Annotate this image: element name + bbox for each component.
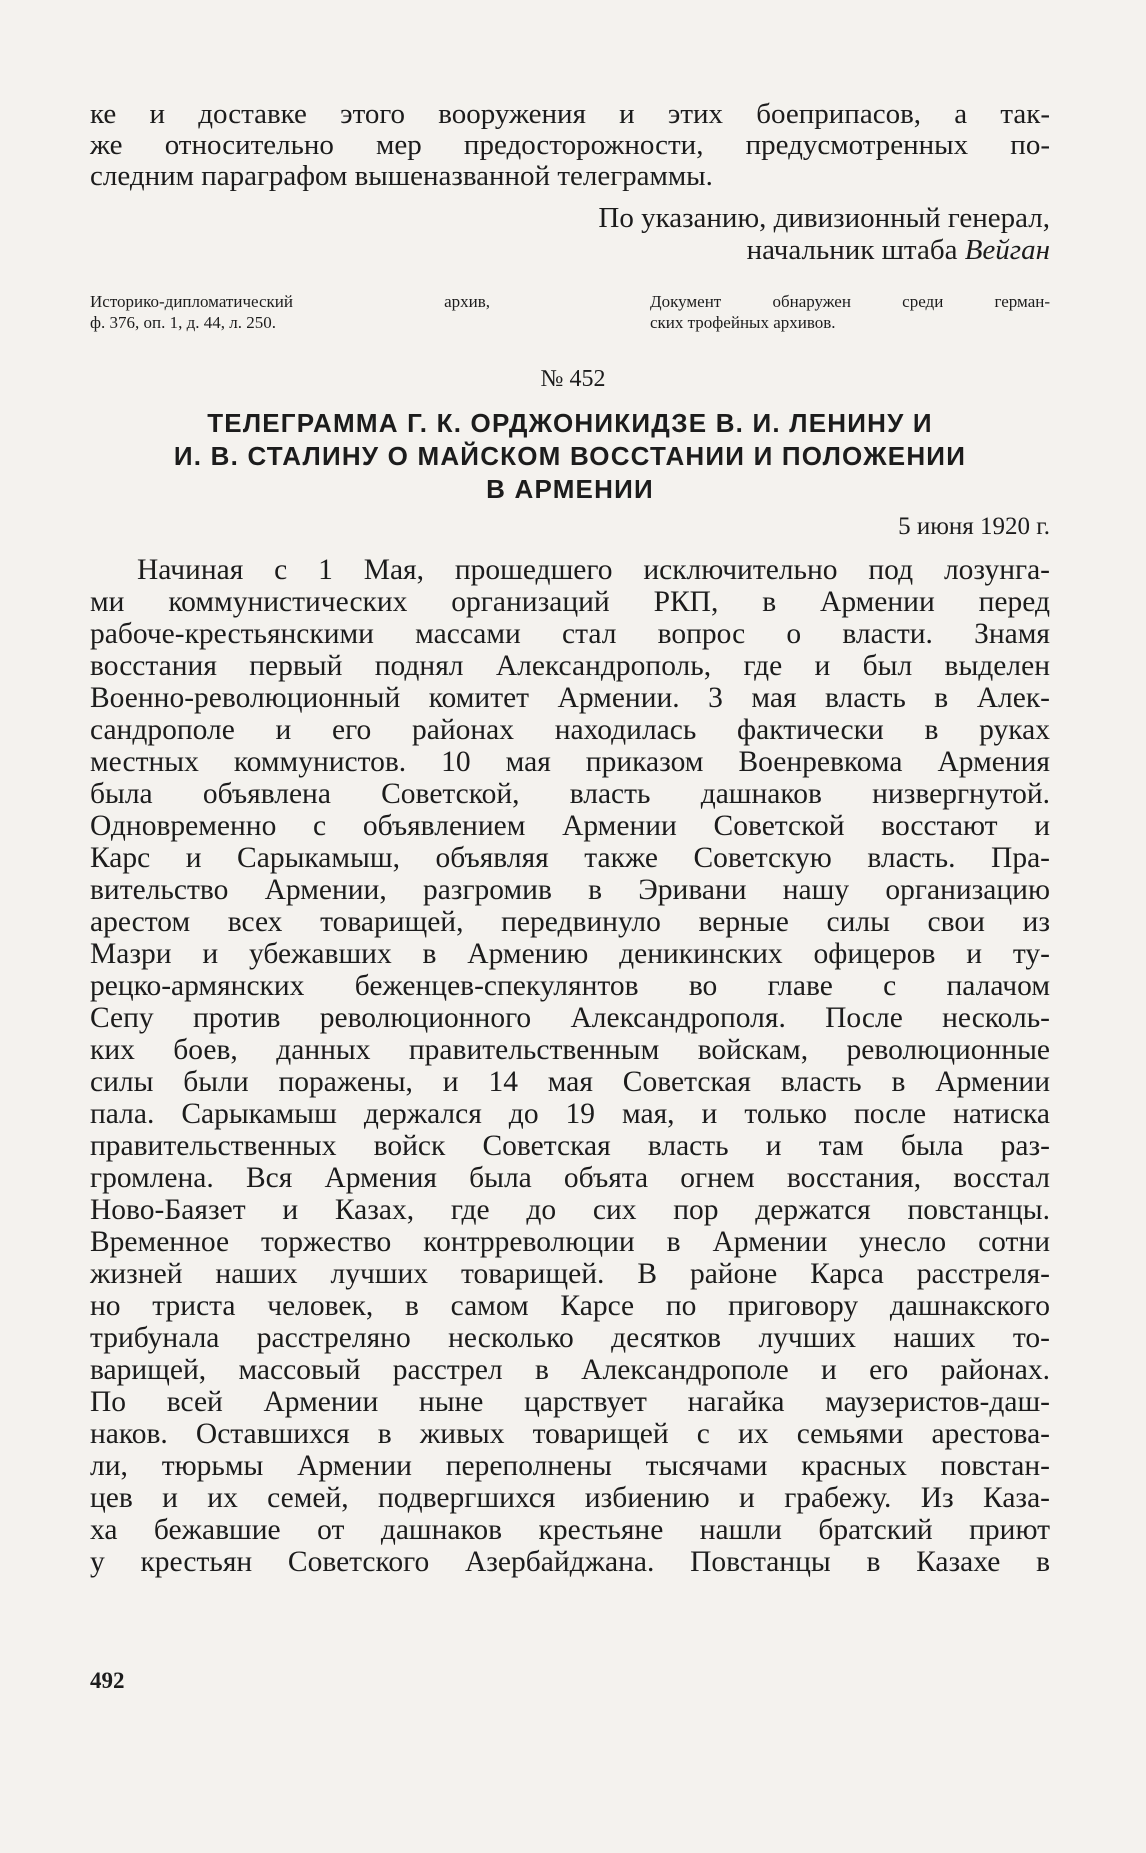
body-line: пала. Сарыкамыш держался до 19 мая, и только после натиска <box>90 1098 1050 1130</box>
page-number: 492 <box>90 1668 125 1693</box>
body-line: у крестьян Советского Азербайджана. Повстанцы в Казахе в <box>90 1546 1050 1578</box>
body-line: Временное торжество контрреволюции в Армении унесло сотни <box>90 1226 1050 1258</box>
body-line: ха бежавшие от дашнаков крестьяне нашли братский приют <box>90 1514 1050 1546</box>
body-line: была объявлена Советской, власть дашнаков низвергнутой. <box>90 778 1050 810</box>
body-line: цев и их семей, подвергшихся избиению и грабежу. Из Каза- <box>90 1482 1050 1514</box>
body-line: жизней наших лучших товарищей. В районе Карса расстреля- <box>90 1258 1050 1290</box>
signature-line-2 <box>90 236 1050 265</box>
body-line: ми коммунистических организаций РКП, в Армении перед <box>90 586 1050 618</box>
body-line: Мазри и убежавших в Армению деникинских офицеров и ту- <box>90 938 1050 970</box>
document-title-line-3: В АРМЕНИИ <box>486 474 654 504</box>
archive-source-line-2: ф. 376, оп. 1, д. 44, л. 250. <box>90 313 276 332</box>
body-line: восстания первый поднял Александрополь, где и был выделен <box>90 650 1050 682</box>
body-line: рабоче-крестьянскими массами стал вопрос о власти. Знамя <box>90 618 1050 650</box>
body-line: местных коммунистов. 10 мая приказом Военревкома Армения <box>90 746 1050 778</box>
body-line: Ново-Баязет и Казах, где до сих пор держатся повстанцы. <box>90 1194 1050 1226</box>
archive-source-line-1: Историко-дипломатический архив, <box>90 292 490 311</box>
body-line: Сепу против революционного Александрополя. После несколь- <box>90 1002 1050 1034</box>
document-origin-note <box>650 291 1050 333</box>
document-number: № 452 <box>540 366 606 392</box>
body-line: арестом всех товарищей, передвинуло верные силы свои из <box>90 906 1050 938</box>
body-line: ких боев, данных правительственным войскам, революционные <box>90 1034 1050 1066</box>
body-line: ли, тюрьмы Армении переполнены тысячами красных повстан- <box>90 1450 1050 1482</box>
signature-line-1: По указанию, дивизионный генерал, <box>598 202 1050 234</box>
document-title-line-2: И. В. СТАЛИНУ О МАЙСКОМ ВОССТАНИИ И ПОЛОЖЕНИИ <box>173 441 967 471</box>
body-line: правительственных войск Советская власть и там была раз- <box>90 1130 1050 1162</box>
archive-source-note <box>90 291 490 333</box>
document-date: 5 июня 1920 г. <box>898 513 1050 540</box>
document-title-line-1: ТЕЛЕГРАММА Г. К. ОРДЖОНИКИДЗЕ В. И. ЛЕНИНУ И <box>207 408 933 438</box>
continuation-line-2: же относительно мер предосторожности, предусмотренных по- <box>90 129 1050 161</box>
body-line: По всей Армении ныне царствует нагайка маузеристов-даш- <box>90 1386 1050 1418</box>
document-origin-line-2: ских трофейных архивов. <box>650 313 836 332</box>
body-line: Начиная с 1 Мая, прошедшего исключительно под лозунга- <box>137 554 1050 586</box>
body-line: рецко-армянских беженцев-спекулянтов во главе с палачом <box>90 970 1050 1002</box>
continuation-line-3: следним параграфом вышеназванной телеграммы. <box>90 160 713 192</box>
continuation-line-1: ке и доставке этого вооружения и этих боеприпасов, а так- <box>90 98 1050 130</box>
body-line: Карс и Сарыкамыш, объявляя также Советскую власть. Пра- <box>90 842 1050 874</box>
body-line: Военно-революционный комитет Армении. 3 мая власть в Алек- <box>90 682 1050 714</box>
body-line: варищей, массовый расстрел в Александрополе и его районах. <box>90 1354 1050 1386</box>
body-line: сандрополе и его районах находилась фактически в руках <box>90 714 1050 746</box>
body-line: силы были поражены, и 14 мая Советская власть в Армении <box>90 1066 1050 1098</box>
body-line: Одновременно с объявлением Армении Советской восстают и <box>90 810 1050 842</box>
body-line: громлена. Вся Армения была объята огнем восстания, восстал <box>90 1162 1050 1194</box>
body-line: наков. Оставшихся в живых товарищей с их семьями арестова- <box>90 1418 1050 1450</box>
signature-title: начальник штаба <box>746 234 965 266</box>
body-line: но триста человек, в самом Карсе по приговору дашнакского <box>90 1290 1050 1322</box>
document-origin-line-1: Документ обнаружен среди герман- <box>650 292 1050 311</box>
body-line: вительство Армении, разгромив в Эривани нашу организацию <box>90 874 1050 906</box>
body-line: трибунала расстреляно несколько десятков лучших наших то- <box>90 1322 1050 1354</box>
signature-name: Вейган <box>964 234 1050 266</box>
